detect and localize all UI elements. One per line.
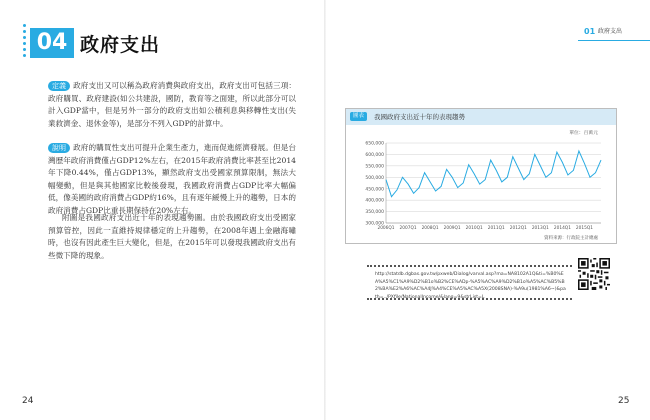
- y-tick-label: 350,000: [365, 210, 384, 216]
- figure-title: 我國政府支出近十年的表現趨勢: [374, 113, 465, 121]
- section-underline: [578, 40, 650, 41]
- line-chart: [346, 125, 616, 243]
- y-tick-label: 650,000: [365, 141, 384, 147]
- y-tick-label: 400,000: [365, 198, 384, 204]
- paragraph-explanation: [48, 142, 296, 218]
- section-header: [578, 27, 650, 39]
- definition-text: 政府支出又可以稱為政府消費與政府支出，政府支出可包括三項：政府購買、政府建設(如公共建設，國防，教育等之面建，所以此部分可以計入GDP當中，但是另外一部分的政府支出如公積利息與移轉性支出(失業救濟金、退休金等)，是部分不列入GDP的計算中。: [48, 81, 296, 128]
- x-tick-label: 2015Q1: [575, 226, 593, 231]
- paragraph-trend: 附圖是我國政府支出近十年的表現趨勢圖。由於我國政府支出受國家預算管控，因此一直維持規律穩定的上升趨勢，在2008年遇上金融海嘯時，也沒有因此產生巨大變化，但是，在2015年可以發現我國政府支出有些微下降的現象。: [48, 213, 296, 260]
- figure-box: [345, 108, 617, 244]
- source-url[interactable]: http://statdb.dgbas.gov.tw/pxweb/Dialog/varval.asp?ma=NA8102A1Q&ti=%B0%EA%A5%C1%A9%D2%B1o%B2%CE%ADp-%A5%AC%A9%D2%B1o%A5%AC%B5%B2%BA%E2%A6%AC%A4J%A4%CE%A5%AC%A5X(2008SNA)-%A9u(1981%A6~)&path=../PXfile/NationalIncome/&lang=9&strList=L: [375, 272, 566, 300]
- page-number-left: 24: [22, 396, 34, 406]
- x-tick-label: 2009Q1: [443, 226, 461, 231]
- decorative-dots: [22, 24, 30, 60]
- chapter-title: 政府支出: [80, 34, 161, 56]
- paragraph-definition: [48, 80, 296, 130]
- x-tick-label: 2007Q1: [399, 226, 417, 231]
- x-tick-label: 2006Q1: [377, 226, 395, 231]
- page-number-right: 25: [618, 396, 630, 406]
- x-tick-label: 2013Q1: [531, 226, 549, 231]
- y-tick-label: 550,000: [365, 164, 384, 170]
- x-tick-label: 2011Q1: [487, 226, 505, 231]
- y-tick-label: 600,000: [365, 153, 384, 159]
- explanation-tag: 說明: [48, 143, 70, 153]
- y-tick-label: 300,000: [365, 221, 384, 227]
- right-page: [325, 0, 650, 420]
- x-tick-label: 2014Q1: [553, 226, 571, 231]
- section-label: 政府支出: [598, 28, 623, 35]
- y-tick-label: 450,000: [365, 187, 384, 193]
- section-number: 01: [584, 27, 596, 36]
- figure-badge: 圖表: [350, 112, 367, 121]
- chapter-number: 04: [30, 28, 74, 58]
- figure-header: [346, 109, 616, 125]
- y-tick-label: 500,000: [365, 175, 384, 181]
- chart-unit-note: 單位：百萬元: [569, 131, 598, 136]
- x-tick-label: 2012Q1: [509, 226, 527, 231]
- x-tick-label: 2008Q1: [421, 226, 439, 231]
- qr-code-icon: [578, 258, 610, 290]
- source-url-box: [367, 265, 572, 299]
- chart-source-note: 資料來源：行政院主計總處: [544, 236, 598, 241]
- x-tick-label: 2010Q1: [465, 226, 483, 231]
- url-top-border: [367, 265, 572, 267]
- url-bottom-border: [367, 298, 572, 300]
- series-line: [386, 151, 601, 197]
- explanation-text: 政府的購買性支出可提升企業生產力，進而促進經濟發展。但是台灣歷年政府消費僅占GDP12%左右，在2015年政府消費比率甚至比2014年下降0.44%，僅占GDP13%，顯然政府支出受國家預算限制，無法大幅變動，但是與其他國家比較後發現，我國政府消費占GDP比率大幅偏低，像美國的政府消費占GDP約16%，且有逐年緩慢上升的趨勢，日本的政府消費占GDP比重長期保持在20%左右。: [48, 143, 296, 215]
- definition-tag: 定義: [48, 81, 70, 91]
